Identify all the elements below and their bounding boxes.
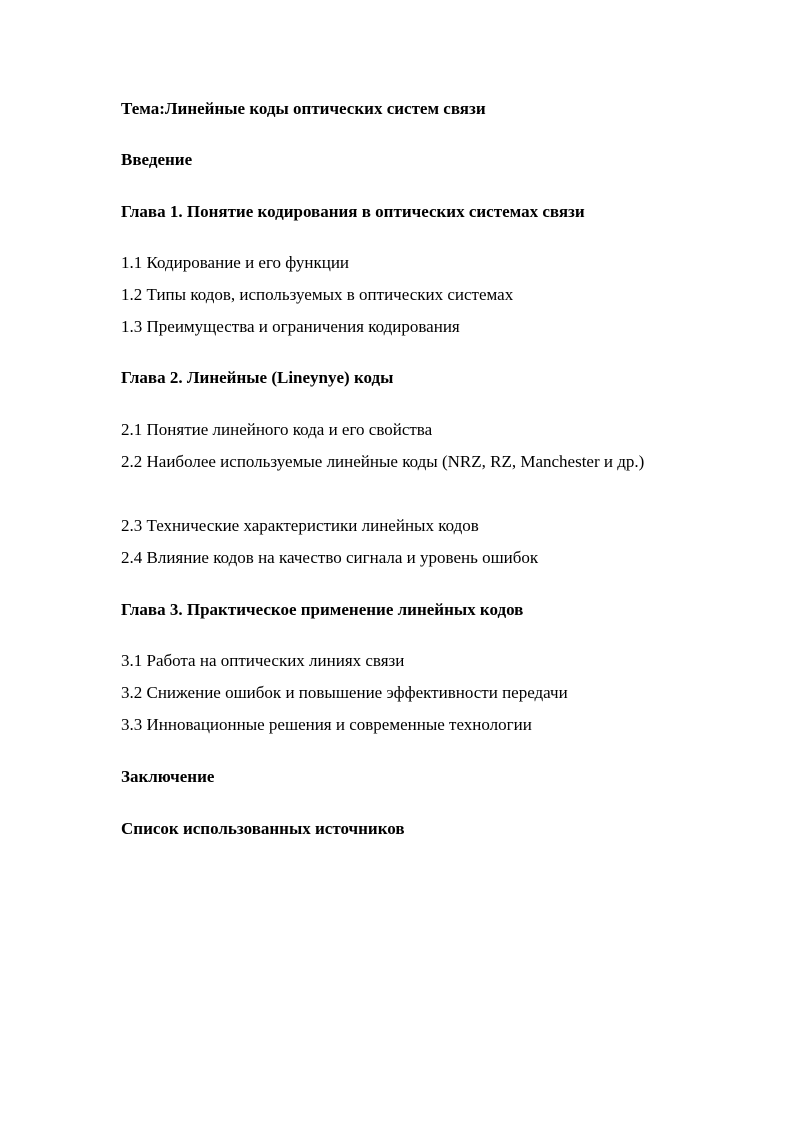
- chapter-1-title: Глава 1. Понятие кодирования в оптических системах связи: [121, 202, 585, 221]
- introduction-heading: Введение: [121, 150, 193, 169]
- document-topic: Тема:Линейные коды оптических систем связи: [121, 99, 486, 118]
- conclusion-heading: Заключение: [121, 767, 215, 786]
- toc-item-3-2: 3.2 Снижение ошибок и повышение эффективности передачи: [121, 683, 568, 702]
- toc-item-1-2: 1.2 Типы кодов, используемых в оптических системах: [121, 285, 514, 304]
- toc-item-2-4: 2.4 Влияние кодов на качество сигнала и уровень ошибок: [121, 548, 539, 567]
- toc-item-2-1: 2.1 Понятие линейного кода и его свойства: [121, 420, 433, 439]
- references-heading: Список использованных источников: [121, 819, 405, 838]
- toc-item-2-3: 2.3 Технические характеристики линейных кодов: [121, 516, 479, 535]
- chapter-3-title: Глава 3. Практическое применение линейных кодов: [121, 600, 524, 619]
- toc-item-3-3: 3.3 Инновационные решения и современные технологии: [121, 715, 532, 734]
- toc-item-1-3: 1.3 Преимущества и ограничения кодирования: [121, 317, 460, 336]
- toc-item-3-1: 3.1 Работа на оптических линиях связи: [121, 651, 405, 670]
- toc-item-1-1: 1.1 Кодирование и его функции: [121, 253, 350, 272]
- chapter-2-title: Глава 2. Линейные (Lineynye) коды: [121, 368, 394, 387]
- toc-item-2-2: 2.2 Наиболее используемые линейные коды (NRZ, RZ, Manchester и др.): [121, 452, 645, 471]
